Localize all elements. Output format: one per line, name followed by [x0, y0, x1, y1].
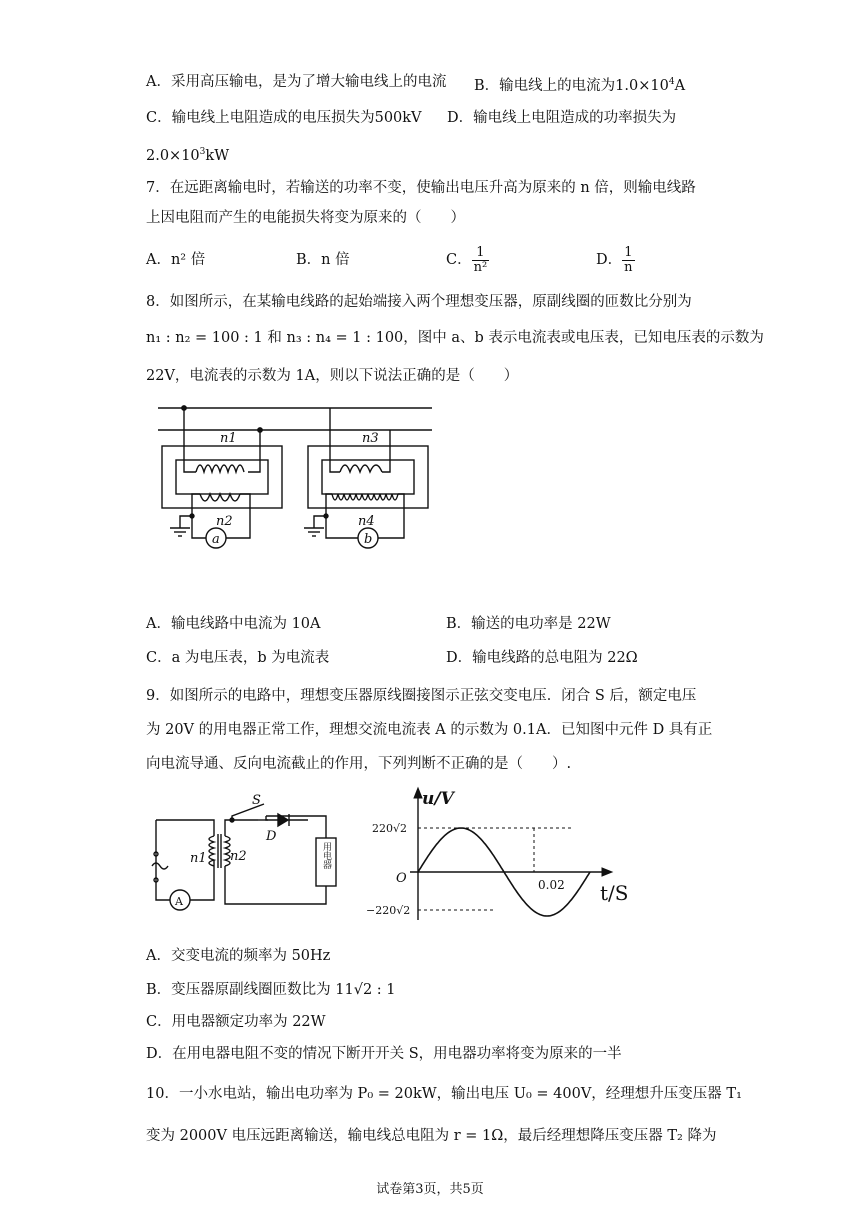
- page-footer: 试卷第3页，共5页: [376, 1182, 484, 1197]
- q6-option-a: A．采用高压输电，是为了增大输电线上的电流: [146, 74, 447, 90]
- q9-device-label: 用电器: [321, 842, 331, 869]
- q7-option-d: D． $\frac{1}{n}$: [596, 244, 633, 275]
- q9-option-a: A．交变电流的频率为 50Hz: [146, 948, 331, 964]
- q9-stem-line1: 9．如图所示的电路中，理想变压器原线圈接图示正弦交变电压．闭合 S 后，额定电压: [146, 688, 697, 704]
- q8-stem-line2: n₁ : n₂ = 100 : 1 和 n₃ : n₄ = 1 : 100，图中 a、b 表示电流表或电压表，已知电压表的示数为: [146, 330, 764, 346]
- q9-label-n1: n1: [190, 851, 207, 866]
- q8-option-b: B．输送的电功率是 22W: [446, 616, 611, 632]
- q10-stem-line2: 变为 2000V 电压远距离输送，输电线总电阻为 r = 1Ω，最后经理想降压变压器 T₂ 降为: [146, 1128, 717, 1144]
- q9-stem-line2: 为 20V 的用电器正常工作，理想交流电流表 A 的示数为 0.1A．已知图中元件 D 具有正: [146, 722, 713, 738]
- q8-meter-b: b: [364, 532, 373, 547]
- q6-option-b: B．输电线上的电流为$1.0\times 10^4A$: [474, 77, 686, 94]
- q6-option-c: C．输电线上电阻造成的电压损失为500kV: [146, 110, 422, 126]
- q9-switch-label: S: [252, 793, 261, 808]
- q6-option-d: D．输电线上电阻造成的功率损失为: [447, 110, 677, 126]
- q9-peak-positive: 220√2: [372, 822, 408, 835]
- q8-stem-line3: 22V，电流表的示数为 1A，则以下说法正确的是（ ）: [146, 368, 519, 384]
- q8-meter-a: a: [212, 532, 220, 547]
- q7-stem-line2: 上因电阻而产生的电能损失将变为原来的（ ）: [146, 210, 465, 226]
- q9-option-c: C．用电器额定功率为 22W: [146, 1014, 326, 1030]
- q8-option-c: C．a 为电压表，b 为电流表: [146, 650, 330, 666]
- q9-ammeter-label: A: [175, 895, 183, 908]
- q9-peak-negative: −220√2: [366, 904, 411, 917]
- q7-option-b: B．n 倍: [296, 252, 350, 268]
- q8-option-a: A．输电线路中电流为 10A: [146, 616, 321, 632]
- q8-stem-line1: 8．如图所示，在某输电线路的起始端接入两个理想变压器，原副线圈的匝数比分别为: [146, 294, 692, 310]
- q9-label-n2: n2: [230, 849, 247, 864]
- q9-u-axis-label: u/V: [422, 789, 454, 809]
- q9-circuit-figure: [148, 790, 354, 920]
- q8-transformer-figure: [150, 398, 440, 568]
- q9-t-tick: 0.02: [538, 878, 565, 892]
- q9-t-axis-label: t/S: [600, 881, 629, 905]
- q8-label-n2: n2: [216, 514, 233, 529]
- q9-stem-line3: 向电流导通、反向电流截止的作用，下列判断不正确的是（ ）.: [146, 756, 572, 772]
- q7-option-c: C． $\frac{1}{\text{n²}}$: [446, 244, 488, 275]
- q7-stem-line1: 7．在远距离输电时，若输送的功率不变，使输出电压升高为原来的 n 倍，则输电线路: [146, 180, 696, 196]
- q9-option-d: D．在用电器电阻不变的情况下断开开关 S，用电器功率将变为原来的一半: [146, 1046, 622, 1062]
- q7-option-a: A．n² 倍: [146, 252, 206, 268]
- q9-voltage-graph: [364, 786, 640, 922]
- q10-stem-line1: 10．一小水电站，输出电功率为 P₀ = 20kW，输出电压 U₀ = 400V，经理想升压变压器 T₁: [146, 1086, 742, 1102]
- q9-origin: O: [396, 871, 407, 886]
- q8-label-n1: n1: [220, 431, 237, 446]
- q6-option-d-value: $2.0\times 10^3kW$: [146, 147, 230, 164]
- q8-label-n4: n4: [358, 514, 375, 529]
- q8-label-n3: n3: [362, 431, 379, 446]
- q8-option-d: D．输电线路的总电阻为 22Ω: [446, 650, 638, 666]
- q9-option-b: B．变压器原副线圈匝数比为 11√2 : 1: [146, 982, 396, 998]
- q9-diode-label: D: [266, 829, 277, 844]
